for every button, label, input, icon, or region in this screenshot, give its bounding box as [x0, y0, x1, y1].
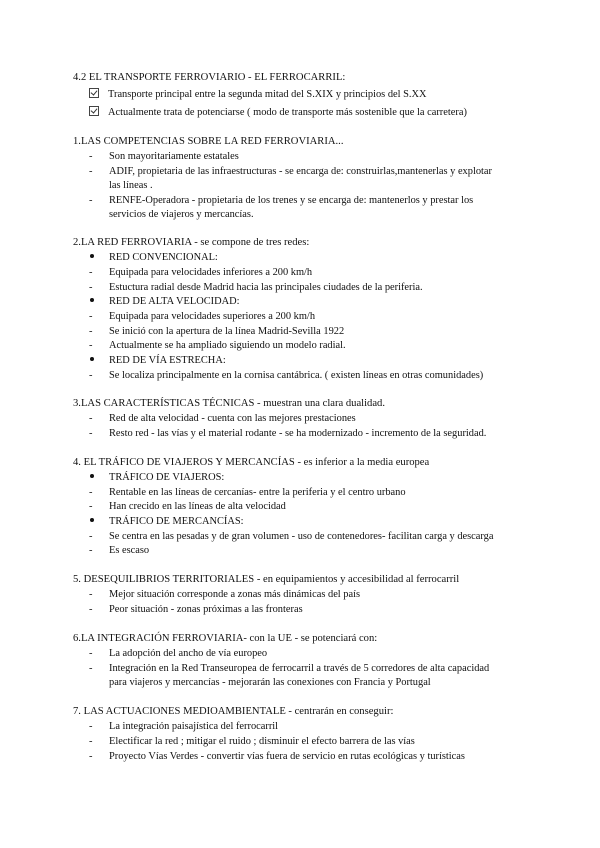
list-item: - ADIF, propietaria de las infraestructuras - se encarga de: construirlas,mantenerlas y explotar: [89, 166, 492, 177]
list-item: - RENFE-Operadora - propietaria de los trenes y se encarga de: mantenerlos y prestar los: [89, 195, 474, 206]
section-heading: 5. DESEQUILIBRIOS TERRITORIALES - en equipamientos y accesibilidad al ferrocarril: [73, 574, 460, 585]
section-heading: 3.LAS CARACTERÍSTICAS TÉCNICAS - muestran una clara dualidad.: [73, 398, 385, 409]
list-item: - Actualmente se ha ampliado siguiendo un modelo radial.: [89, 340, 346, 351]
bullet-item: TRÁFICO DE MERCANCÍAS:: [89, 516, 244, 528]
list-item: - Resto red - las vías y el material rodante - se ha modernizado - incremento de la seguridad.: [89, 428, 487, 439]
list-item-continuation: para viajeros y mercancías - mejorarán las conexiones con Francia y Portugal: [109, 677, 431, 688]
bullet-item: RED CONVENCIONAL:: [89, 252, 218, 264]
checkbox-checked-icon: [89, 88, 99, 98]
list-item: - Equipada para velocidades inferiores a 200 km/h: [89, 267, 313, 278]
section-heading: 4.2 EL TRANSPORTE FERROVIARIO - EL FERROCARRIL:: [73, 72, 346, 83]
bullet-item: TRÁFICO DE VIAJEROS:: [89, 472, 224, 484]
list-item: - Es escaso: [89, 545, 150, 556]
list-item: - Peor situación - zonas próximas a las fronteras: [89, 604, 303, 615]
checklist-item: Actualmente trata de potenciarse ( modo de transporte más sostenible que la carretera): [89, 106, 467, 119]
section-heading: 2.LA RED FERROVIARIA - se compone de tres redes:: [73, 237, 310, 248]
list-item: - Red de alta velocidad - cuenta con las mejores prestaciones: [89, 413, 356, 424]
list-item: - La adopción del ancho de vía europeo: [89, 648, 268, 659]
list-item: - Se localiza principalmente en la cornisa cantábrica. ( existen líneas en otras comunidades): [89, 370, 484, 381]
section-heading: 4. EL TRÁFICO DE VIAJEROS Y MERCANCÍAS - es inferior a la media europea: [73, 457, 430, 468]
checkbox-checked-icon: [89, 106, 99, 116]
list-item: - Estuctura radial desde Madrid hacia las principales ciudades de la periferia.: [89, 282, 423, 293]
list-item: - Electificar la red ; mitigar el ruido ; disminuir el efecto barrera de las vías: [89, 736, 415, 747]
section-heading: 6.LA INTEGRACIÓN FERROVIARIA- con la UE - se potenciará con:: [73, 633, 378, 644]
list-item: - Rentable en las líneas de cercanías- entre la periferia y el centro urbano: [89, 487, 406, 498]
checklist-item: Transporte principal entre la segunda mitad del S.XIX y principios del S.XX: [89, 88, 427, 101]
list-item: - Integración en la Red Transeuropea de ferrocarril a través de 5 corredores de alta capacidad: [89, 663, 490, 674]
list-item: - Equipada para velocidades superiores a 200 km/h: [89, 311, 316, 322]
section-heading: 1.LAS COMPETENCIAS SOBRE LA RED FERROVIARIA...: [73, 136, 344, 147]
section-heading: 7. LAS ACTUACIONES MEDIOAMBIENTALE - centrarán en conseguir:: [73, 706, 394, 717]
list-item: - Proyecto Vías Verdes - convertir vías fuera de servicio en rutas ecológicas y turísticas: [89, 751, 465, 762]
list-item: - La integración paisajística del ferrocarril: [89, 721, 279, 732]
list-item: - Son mayoritariamente estatales: [89, 151, 239, 162]
list-item: - Mejor situación corresponde a zonas más dinámicas del país: [89, 589, 361, 600]
bullet-item: RED DE ALTA VELOCIDAD:: [89, 296, 240, 308]
list-item-continuation: las líneas .: [109, 180, 153, 191]
list-item: - Se centra en las pesadas y de gran volumen - uso de contenedores- facilitan carga y descarga: [89, 531, 494, 542]
list-item: - Se inició con la apertura de la línea Madrid-Sevilla 1922: [89, 326, 345, 337]
bullet-item: RED DE VÍA ESTRECHA:: [89, 355, 226, 367]
list-item: - Han crecido en las líneas de alta velocidad: [89, 501, 286, 512]
list-item-continuation: servicios de viajeros y mercancías.: [109, 209, 254, 220]
